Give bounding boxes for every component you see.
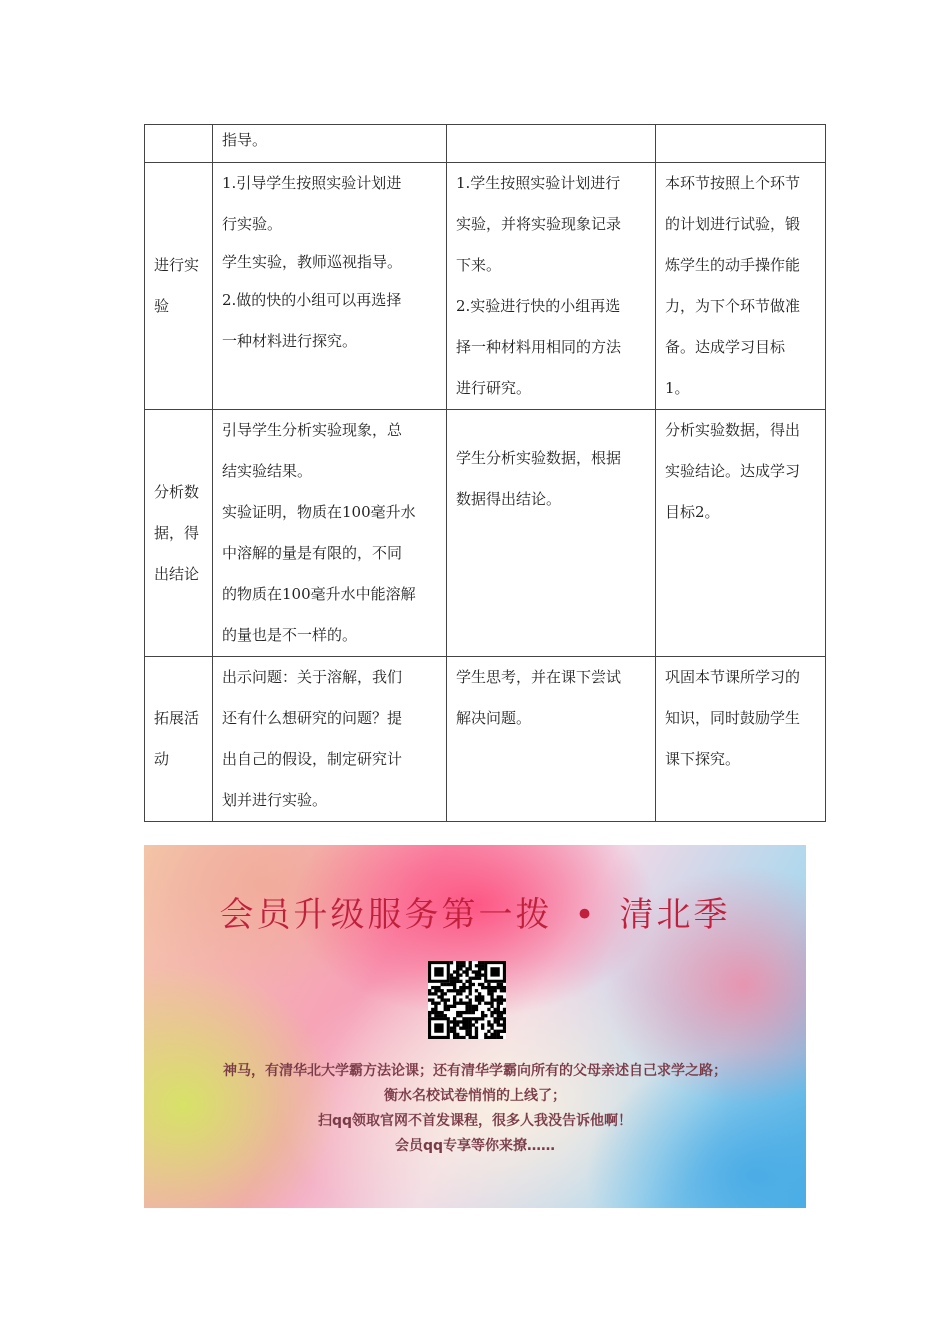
table-row bbox=[145, 657, 826, 822]
design-intent-cell bbox=[656, 125, 826, 163]
teacher-activity-cell: 引导学生分析实验现象，总 结实验结果。 实验证明，物质在100毫升水 中溶解的量是有限的，不同 的物质在100毫升水中能溶解 的量也是不一样的。 bbox=[213, 410, 447, 657]
lesson-plan-table bbox=[144, 124, 826, 822]
qr-code-icon[interactable] bbox=[428, 961, 506, 1039]
stage-cell: 分析数据，得出结论 bbox=[145, 410, 213, 657]
banner-line: 扫qq领取官网不首发课程，很多人我没告诉他啊！ bbox=[317, 1113, 633, 1129]
stage-cell bbox=[145, 125, 213, 163]
teacher-activity-cell: 1.引导学生按照实验计划进 行实验。 学生实验，教师巡视指导。 2.做的快的小组可以再选择 一种材料进行探究。 bbox=[213, 163, 447, 410]
table-row bbox=[145, 125, 826, 163]
banner-line: 衡水名校试卷悄悄的上线了； bbox=[384, 1088, 566, 1104]
design-intent-cell: 巩固本节课所学习的 知识，同时鼓励学生 课下探究。 bbox=[656, 657, 826, 822]
design-intent-cell: 分析实验数据，得出 实验结论。达成学习 目标2。 bbox=[656, 410, 826, 657]
student-activity-cell bbox=[447, 125, 656, 163]
promo-banner bbox=[144, 845, 806, 1208]
student-activity-cell: 1.学生按照实验计划进行 实验，并将实验现象记录 下来。 2.实验进行快的小组再选 择一种材料用相同的方法 进行研究。 bbox=[447, 163, 656, 410]
teacher-activity-cell: 出示问题：关于溶解，我们 还有什么想研究的问题？提 出自己的假设，制定研究计 划并进行实验。 bbox=[213, 657, 447, 822]
banner-line: 神马，有清华北大学霸方法论课；还有清华学霸向所有的父母亲述自己求学之路； bbox=[223, 1063, 727, 1079]
banner-title: 会员升级服务第一拨 • 清北季 bbox=[219, 895, 731, 935]
teacher-activity-cell: 指导。 bbox=[213, 125, 447, 163]
banner-line: 会员qq专享等你来撩…… bbox=[394, 1138, 556, 1154]
student-activity-cell: 学生思考，并在课下尝试 解决问题。 bbox=[447, 657, 656, 822]
stage-cell: 进行实验 bbox=[145, 163, 213, 410]
table-row bbox=[145, 410, 826, 657]
student-activity-cell: 学生分析实验数据，根据 数据得出结论。 bbox=[447, 410, 656, 657]
design-intent-cell: 本环节按照上个环节 的计划进行试验，锻 炼学生的动手操作能 力，为下个环节做准 备。达成学习目标 1。 bbox=[656, 163, 826, 410]
table-row bbox=[145, 163, 826, 410]
banner-text bbox=[144, 1059, 806, 1159]
stage-cell: 拓展活动 bbox=[145, 657, 213, 822]
